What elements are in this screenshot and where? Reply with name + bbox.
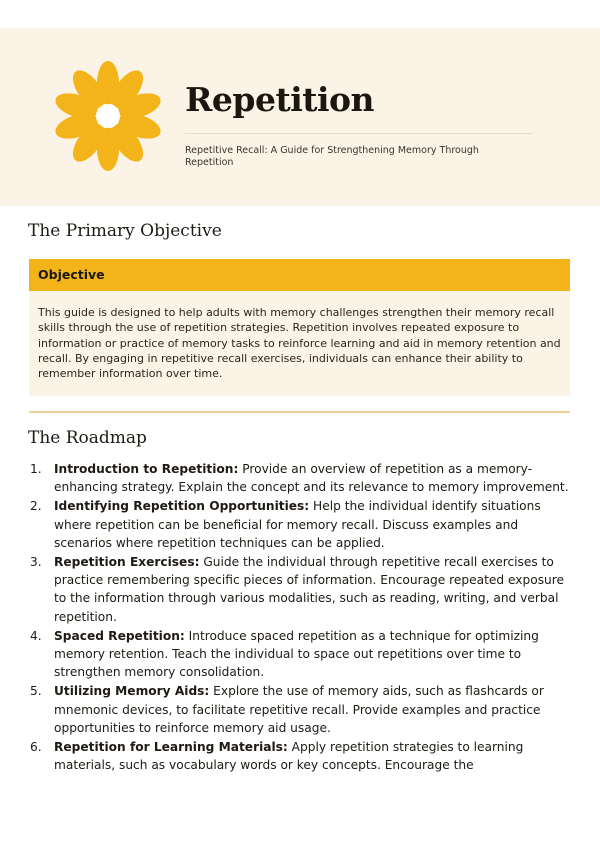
list-item-number: 1. bbox=[30, 462, 42, 476]
title-divider bbox=[185, 133, 533, 134]
list-item bbox=[30, 682, 575, 737]
list-item-text: Help the individual identify situations where repetition can be beneficial for memory recall. Discuss examples and scenarios where repetition techniques can be applied. bbox=[54, 499, 541, 550]
list-item bbox=[30, 553, 575, 626]
page-subtitle: Repetitive Recall: A Guide for Strengthening Memory Through Repetition bbox=[185, 145, 479, 168]
flower-icon bbox=[50, 58, 166, 174]
list-item bbox=[30, 738, 575, 774]
objective-text: This guide is designed to help adults with memory challenges strengthen their memory recall skills through the use of repetition strategies. Repetition involves repeated exposure to information or practice of memory tasks to reinforce learning and aid in memory retention and recall. By engaging in repetitive recall exercises, individuals can enhance their ability to remember information over time. bbox=[38, 306, 561, 381]
page-title: Repetition bbox=[185, 80, 375, 119]
objective-label: Objective bbox=[38, 267, 105, 282]
list-item-term: Utilizing Memory Aids: bbox=[54, 684, 210, 699]
list-item-term: Repetition Exercises: bbox=[54, 555, 200, 570]
list-item bbox=[30, 627, 575, 682]
list-item-term: Spaced Repetition: bbox=[54, 628, 185, 643]
list-item-number: 2. bbox=[30, 499, 42, 514]
list-item-text: Provide an overview of repetition as a memory-enhancing strategy. Explain the concept and its relevance to memory improvement. bbox=[54, 462, 569, 495]
list-item-number: 3. bbox=[30, 555, 42, 570]
list-item-term: Repetition for Learning Materials: bbox=[54, 740, 288, 755]
section-divider bbox=[29, 411, 570, 413]
list-item-text: Apply repetition strategies to learning materials, such as vocabulary words or key concepts. Encourage the bbox=[54, 740, 524, 773]
roadmap-list bbox=[30, 460, 575, 775]
list-item-number: 5. bbox=[30, 684, 42, 699]
list-item-term: Introduction to Repetition: bbox=[54, 462, 239, 476]
list-item-number: 6. bbox=[30, 740, 42, 755]
list-item-term: Identifying Repetition Opportunities: bbox=[54, 499, 310, 514]
roadmap-heading: The Roadmap bbox=[28, 428, 147, 448]
list-item bbox=[30, 497, 575, 552]
list-item-text: Introduce spaced repetition as a technique for optimizing memory retention. Teach the individual to space out repetitions over time to strengthen memory consolidation. bbox=[54, 628, 539, 680]
list-item bbox=[30, 460, 575, 496]
objective-heading: The Primary Objective bbox=[28, 221, 222, 241]
objective-box-header bbox=[29, 259, 570, 291]
list-item-text: Explore the use of memory aids, such as flashcards or mnemonic devices, to facilitate repetitive recall. Provide examples and practice opportunities to reinforce memory aid usage. bbox=[54, 684, 544, 735]
list-item-number: 4. bbox=[30, 628, 42, 643]
list-item-text: Guide the individual through repetitive recall exercises to practice remembering specific pieces of information. Encourage repeated exposure to the information through various modalities, such as reading, writing, and verbal repetition. bbox=[54, 555, 565, 624]
